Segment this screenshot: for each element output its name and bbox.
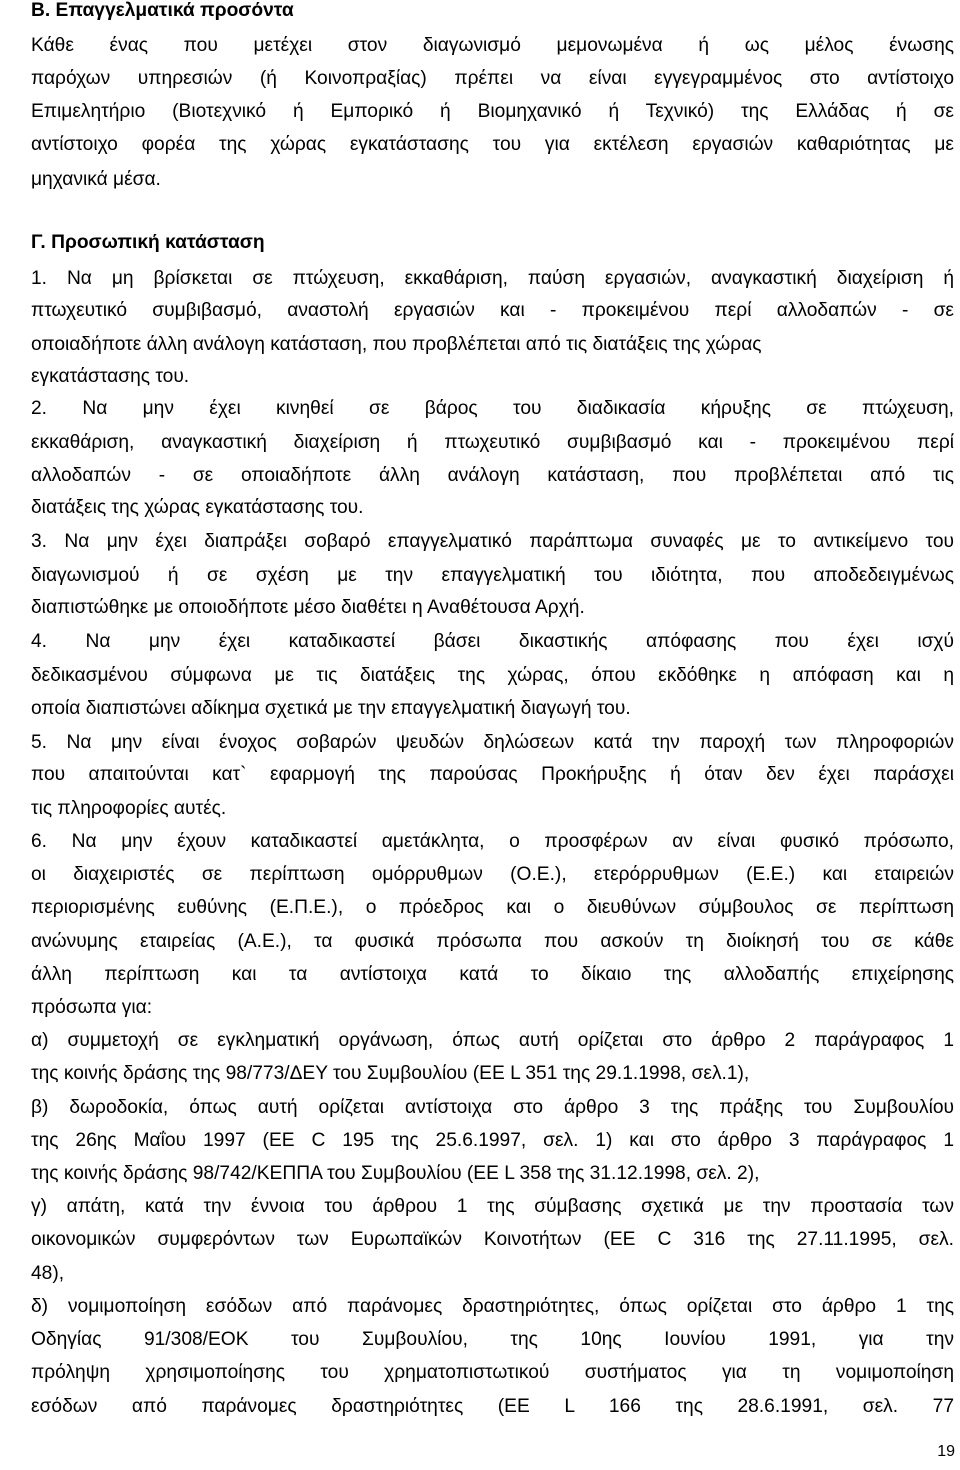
text-line: πρόσωπα για: [31, 997, 153, 1018]
text-line: δ) νομιμοποίηση εσόδων από παράνομες δραστηριότητες, όπως ορίζεται στο άρθρο 1 της [31, 1296, 954, 1317]
text-line: ανώνυμης εταιρείας (Α.Ε.), τα φυσικά πρόσωπα που ασκούν τη διοίκησή του σε κάθε [31, 931, 954, 952]
text-line: παρόχων υπηρεσιών (ή Κοινοπραξίας) πρέπει να είναι εγγεγραμμένος στο αντίστοιχο [31, 68, 954, 89]
page-number: 19 [937, 1443, 955, 1460]
text-line: γ) απάτη, κατά την έννοια του άρθρου 1 της σύμβασης σχετικά με την προστασία των [31, 1196, 954, 1217]
text-line: Οδηγίας 91/308/ΕΟΚ του Συμβουλίου, της 10ης Ιουνίου 1991, για την [31, 1329, 954, 1350]
text-line: μηχανικά μέσα. [31, 169, 161, 190]
text-line: οι διαχειριστές σε περίπτωση ομόρρυθμων (Ο.Ε.), ετερόρρυθμων (Ε.Ε.) και εταιρειών [31, 864, 954, 885]
text-line: εσόδων από παράνομες δραστηριότητες (ΕΕ L 166 της 28.6.1991, σελ. 77 [31, 1396, 954, 1417]
text-line: οποιαδήποτε άλλη ανάλογη κατάσταση, που προβλέπεται από τις διατάξεις της χώρας [31, 334, 762, 355]
text-line: περιορισμένης ευθύνης (Ε.Π.Ε.), ο πρόεδρος και ο διευθύνων σύμβουλος σε περίπτωση [31, 897, 954, 918]
text-line: αλλοδαπών - σε οποιαδήποτε άλλη ανάλογη κατάσταση, που προβλέπεται από τις [31, 465, 954, 486]
text-line: πτωχευτικό συμβιβασμό, αναστολή εργασιών και - προκειμένου περί αλλοδαπών - σε [31, 300, 954, 321]
section-heading: Β. Επαγγελματικά προσόντα [31, 0, 294, 21]
text-line: β) δωροδοκία, όπως αυτή ορίζεται αντίστοιχα στο άρθρο 3 της πράξης του Συμβουλίου [31, 1097, 954, 1118]
text-line: διαπιστώθηκε με οποιοδήποτε μέσο διαθέτει η Αναθέτουσα Αρχή. [31, 597, 585, 618]
text-line: εκκαθάριση, αναγκαστική διαχείριση ή πτωχευτικό συμβιβασμό και - προκειμένου περί [31, 432, 954, 453]
text-line: Κάθε ένας που μετέχει στον διαγωνισμό μεμονωμένα ή ως μέλος ένωσης [31, 35, 954, 56]
text-line: άλλη περίπτωση και τα αντίστοιχα κατά το δίκαιο της αλλοδαπής επιχείρησης [31, 964, 954, 985]
text-line: διαγωνισμού ή σε σχέση με την επαγγελματική του ιδιότητα, που αποδεδειγμένως [31, 565, 954, 586]
text-line: διατάξεις της χώρας εγκατάστασης του. [31, 497, 364, 518]
text-line: τις πληροφορίες αυτές. [31, 798, 227, 819]
text-line: 5. Να μην είναι ένοχος σοβαρών ψευδών δηλώσεων κατά την παροχή των πληροφοριών [31, 732, 954, 753]
text-line: 2. Να μην έχει κινηθεί σε βάρος του διαδικασία κήρυξης σε πτώχευση, [31, 398, 954, 419]
text-line: οποία διαπιστώνει αδίκημα σχετικά με την επαγγελματική διαγωγή του. [31, 698, 631, 719]
text-line: που απαιτούνται κατ` εφαρμογή της παρούσας Προκήρυξης ή όταν δεν έχει παράσχει [31, 764, 954, 785]
text-line: δεδικασμένου σύμφωνα με τις διατάξεις της χώρας, όπου εκδόθηκε η απόφαση και η [31, 665, 954, 686]
text-line: 4. Να μην έχει καταδικαστεί βάσει δικαστικής απόφασης που έχει ισχύ [31, 631, 954, 652]
text-line: Επιμελητήριο (Βιοτεχνικό ή Εμπορικό ή Βιομηχανικό ή Τεχνικό) της Ελλάδας ή σε [31, 101, 954, 122]
text-line: 3. Να μην έχει διαπράξει σοβαρό επαγγελματικό παράπτωμα συναφές με το αντικείμενο του [31, 531, 954, 552]
text-line: α) συμμετοχή σε εγκληματική οργάνωση, όπως αυτή ορίζεται στο άρθρο 2 παράγραφος 1 [31, 1030, 954, 1051]
text-line: εγκατάστασης του. [31, 366, 190, 387]
text-line: της 26ης Μαΐου 1997 (ΕΕ C 195 της 25.6.1997, σελ. 1) και στο άρθρο 3 παράγραφος 1 [31, 1130, 954, 1151]
text-line: 1. Να μη βρίσκεται σε πτώχευση, εκκαθάριση, παύση εργασιών, αναγκαστική διαχείριση ή [31, 268, 954, 289]
section-heading: Γ. Προσωπική κατάσταση [31, 232, 265, 253]
text-line: 48), [31, 1263, 65, 1284]
text-line: αντίστοιχο φορέα της χώρας εγκατάστασης του για εκτέλεση εργασιών καθαριότητας με [31, 134, 954, 155]
text-line: πρόληψη χρησιμοποίησης του χρηματοπιστωτικού συστήματος για τη νομιμοποίηση [31, 1362, 954, 1383]
text-line: της κοινής δράσης 98/742/ΚΕΠΠΑ του Συμβουλίου (ΕΕ L 358 της 31.12.1998, σελ. 2), [31, 1163, 760, 1184]
text-line: της κοινής δράσης της 98/773/ΔΕΥ του Συμβουλίου (ΕΕ L 351 της 29.1.1998, σελ.1), [31, 1063, 750, 1084]
text-line: 6. Να μην έχουν καταδικαστεί αμετάκλητα, ο προσφέρων αν είναι φυσικό πρόσωπο, [31, 831, 954, 852]
text-line: οικονομικών συμφερόντων των Ευρωπαϊκών Κοινοτήτων (ΕΕ C 316 της 27.11.1995, σελ. [31, 1229, 954, 1250]
